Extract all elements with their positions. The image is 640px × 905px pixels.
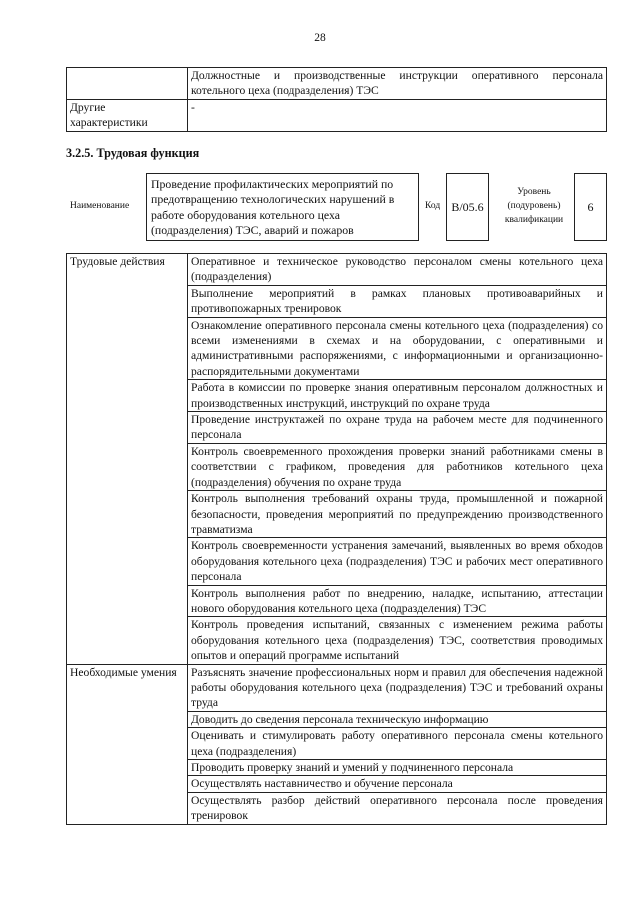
- table-row: [67, 254, 607, 286]
- labor-action-item: Контроль проведения испытаний, связанных с изменением режима работы оборудования котельного цеха (подразделения) ТЭС, соответствия проводимых опытов и операций программе испытаний: [188, 617, 607, 664]
- required-skills-label: Необходимые умения: [67, 664, 188, 824]
- level-value: 6: [574, 173, 607, 241]
- row-label: [67, 68, 188, 100]
- labor-action-item: Проведение инструктажей по охране труда на рабочем месте для подчиненного персонала: [188, 412, 607, 444]
- table-row: [67, 68, 607, 100]
- labor-action-item: Работа в комиссии по проверке знания оперативным персоналом должностных и производственных инструкций, инструкций по охране труда: [188, 380, 607, 412]
- labor-action-item: Выполнение мероприятий в рамках плановых противоаварийных и противопожарных тренировок: [188, 285, 607, 317]
- function-code: B/05.6: [446, 173, 489, 241]
- skill-item: Доводить до сведения персонала техническую информацию: [188, 711, 607, 727]
- skill-item: Осуществлять наставничество и обучение персонала: [188, 776, 607, 792]
- labor-actions-label: Трудовые действия: [67, 254, 188, 665]
- labor-action-item: Ознакомление оперативного персонала смены котельного цеха (подразделения) со всеми изменениями в схемах и на оборудовании, с оперативными и административными распоряжениями, с информационными и организационно-распорядительными документами: [188, 317, 607, 380]
- skill-item: Осуществлять разбор действий оперативного персонала после проведения тренировок: [188, 792, 607, 824]
- code-label: Код: [425, 201, 441, 211]
- continuation-table: [66, 67, 607, 132]
- row-value: -: [188, 99, 607, 131]
- labor-action-item: Контроль выполнения работ по внедрению, наладке, испытанию, аттестации нового оборудования котельного цеха (подразделения) ТЭС: [188, 585, 607, 617]
- name-label: Наименование: [70, 201, 130, 211]
- labor-action-item: Контроль своевременности устранения замечаний, выявленных во время обходов оборудования котельного цеха (подразделения) ТЭС и рабочих мест оперативного персонала: [188, 538, 607, 585]
- labor-action-item: Контроль своевременного прохождения проверки знаний работниками смены в соответствии с графиком, проведения для работников котельного цеха (подразделения) обучения по охране труда: [188, 443, 607, 490]
- function-header: [66, 173, 607, 241]
- section-heading: 3.2.5. Трудовая функция: [66, 146, 200, 160]
- level-label: Уровень (подуровень) квалификации: [504, 187, 564, 225]
- row-label: Другие характеристики: [67, 99, 188, 131]
- skill-item: Проводить проверку знаний и умений у подчиненного персонала: [188, 760, 607, 776]
- table-row: [67, 664, 607, 711]
- row-value: Должностные и производственные инструкции оперативного персонала котельного цеха (подразделения) ТЭС: [188, 68, 607, 100]
- table-row: [67, 99, 607, 131]
- labor-action-item: Оперативное и техническое руководство персоналом смены котельного цеха (подразделения): [188, 254, 607, 286]
- skill-item: Оценивать и стимулировать работу оперативного персонала смены котельного цеха (подразделения): [188, 728, 607, 760]
- function-name: Проведение профилактических мероприятий по предотвращению технологических нарушений в работе оборудования котельного цеха (подразделения) ТЭС, аварий и пожаров: [146, 173, 419, 241]
- labor-action-item: Контроль выполнения требований охраны труда, промышленной и пожарной безопасности, проведения мероприятий по предупреждению производственного травматизма: [188, 491, 607, 538]
- page-number: 28: [314, 32, 326, 44]
- function-details-table: [66, 253, 607, 825]
- skill-item: Разъяснять значение профессиональных норм и правил для обеспечения надежной работы оборудования котельного цеха (подразделения) ТЭС и требований охраны труда: [188, 664, 607, 711]
